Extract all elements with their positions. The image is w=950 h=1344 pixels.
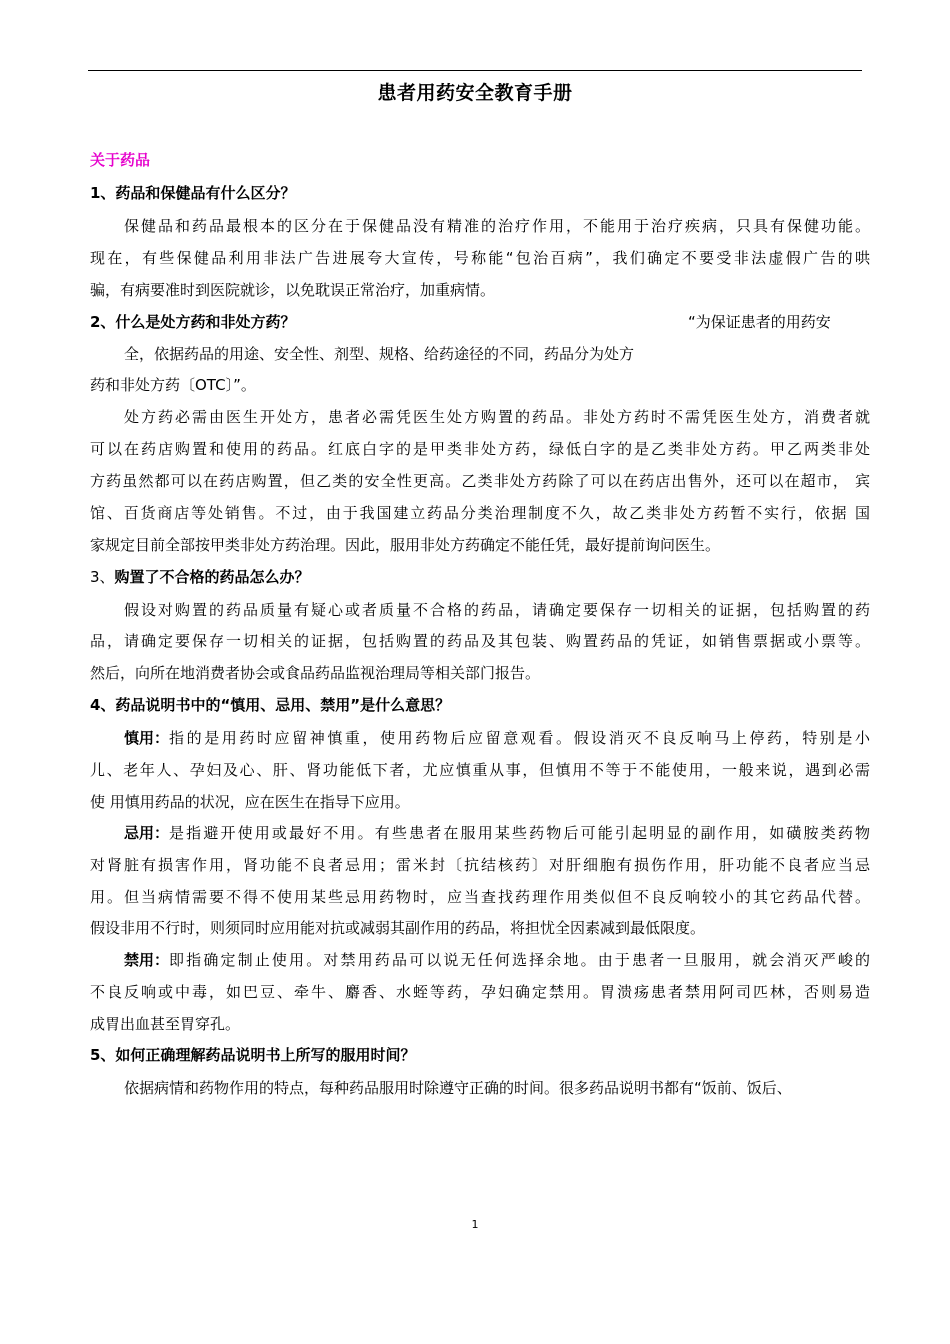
q4-cautious-line-3: 使 用慎用药品的状况，应在医生在指导下应用。 (90, 793, 410, 811)
question-2-heading: 2、什么是处方药和非处方药？ (90, 313, 296, 331)
q4-avoid-line-4: 假设非用不行时，则须同时应用能对抗或减弱其副作用的药品，将担忧全因素减到最低限度。 (90, 919, 706, 937)
question-4-heading: 4、药品说明书中的“慎用、忌用、禁用”是什么意思？ (90, 696, 451, 714)
q4-avoid-line-3: 用。但当病情需要不得不使用某些忌用药物时，应当查找药理作用类似但不良反响较小的其它药品代替。 (90, 888, 870, 906)
q2-quote-line-1: 全，依据药品的用途、安全性、剂型、规格、给药途径的不同，药品分为处方 (124, 345, 635, 363)
document-title: 患者用药安全教育手册 (377, 82, 573, 104)
forbid-label: 禁用： (124, 951, 170, 969)
q2-line-2: 可以在药店购置和使用的药品。红底白字的是甲类非处方药，绿低白字的是乙类非处方药。甲乙两类非处 (90, 440, 870, 458)
question-5-heading: 5、如何正确理解药品说明书上所写的服用时间？ (90, 1046, 416, 1064)
q3-line-3: 然后，向所在地消费者协会或食品药品监视治理局等相关部门报告。 (90, 664, 541, 682)
q5-line-1: 依据病情和药物作用的特点，每种药品服用时除遵守正确的时间。很多药品说明书都有“饭前、饭后、 (124, 1079, 792, 1097)
avoid-label: 忌用： (124, 824, 170, 842)
q3-line-1: 假设对购置的药品质量有疑心或者质量不合格的药品，请确定要保存一切相关的证据，包括购置的药 (124, 601, 870, 619)
q3-heading-text: 购置了不合格的药品怎么办？ (114, 568, 310, 586)
question-3-heading (90, 567, 870, 587)
q2-line-3: 方药虽然都可以在药店购置，但乙类的安全性更高。乙类非处方药除了可以在药店出售外，还可以在超市， 宾 (90, 472, 870, 490)
question-1-heading: 1、药品和保健品有什么区分？ (90, 184, 296, 202)
avoid-text-1: 是指避开使用或最好不用。有些患者在服用某些药物后可能引起明显的副作用，如磺胺类药物 (169, 824, 870, 842)
q4-forbid-line-2: 不良反响或中毒，如巴豆、牵牛、麝香、水蛭等药，孕妇确定禁用。胃溃疡患者禁用阿司匹林，否则易造 (90, 983, 870, 1001)
q3-line-2: 品，请确定要保存一切相关的证据，包括购置的药品及其包装、购置药品的凭证，如销售票据或小票等。 (90, 632, 870, 650)
q3-number: 3、 (90, 568, 115, 586)
q4-avoid-line-2: 对肾脏有损害作用，肾功能不良者忌用；雷米封〔抗结核药〕对肝细胞有损伤作用，肝功能不良者应当忌 (90, 856, 870, 874)
forbid-text-1: 即指确定制止使用。对禁用药品可以说无任何选择余地。由于患者一旦服用，就会消灭严峻的 (169, 951, 870, 969)
q1-line-3: 骗，有病要准时到医院就诊，以免耽误正常治疗，加重病情。 (90, 281, 496, 299)
page-number: 1 (471, 1218, 479, 1231)
q2-line-5: 家规定目前全部按甲类非处方药治理。因此，服用非处方药确定不能任凭，最好提前询问医生。 (90, 536, 721, 554)
q4-cautious-line-2: 儿、老年人、孕妇及心、肝、肾功能低下者，尤应慎重从事，但慎用不等于不能使用，一般来说，遇到必需 (90, 761, 870, 779)
q4-cautious-line-1 (124, 728, 870, 748)
cautious-text-1: 指的是用药时应留神慎重，使用药物后应留意观看。假设消灭不良反响马上停药，特别是小 (169, 729, 870, 747)
q4-forbid-line-1 (124, 950, 870, 970)
q2-quote-line-2: 药和非处方药〔OTC〕”。 (90, 376, 256, 394)
q1-line-2: 现在，有些保健品利用非法广告进展夸大宣传，号称能“包治百病”，我们确定不要受非法虚假广告的哄 (90, 249, 870, 267)
section-heading: 关于药品 (90, 151, 151, 169)
q2-line-4: 馆、百货商店等处销售。不过，由于我国建立药品分类治理制度不久，故乙类非处方药暂不实行，依据 国 (90, 504, 870, 522)
q4-forbid-line-3: 成胃出血甚至胃穿孔。 (90, 1015, 241, 1033)
q2-quote-start: “为保证患者的用药安 (688, 313, 831, 331)
q2-line-1: 处方药必需由医生开处方，患者必需凭医生处方购置的药品。非处方药时不需凭医生处方，消费者就 (124, 408, 870, 426)
q1-line-1: 保健品和药品最根本的区分在于保健品没有精准的治疗作用，不能用于治疗疾病，只具有保健功能。 (124, 217, 870, 235)
header-rule (88, 70, 862, 71)
cautious-label: 慎用： (124, 729, 170, 747)
q4-avoid-line-1 (124, 823, 870, 843)
